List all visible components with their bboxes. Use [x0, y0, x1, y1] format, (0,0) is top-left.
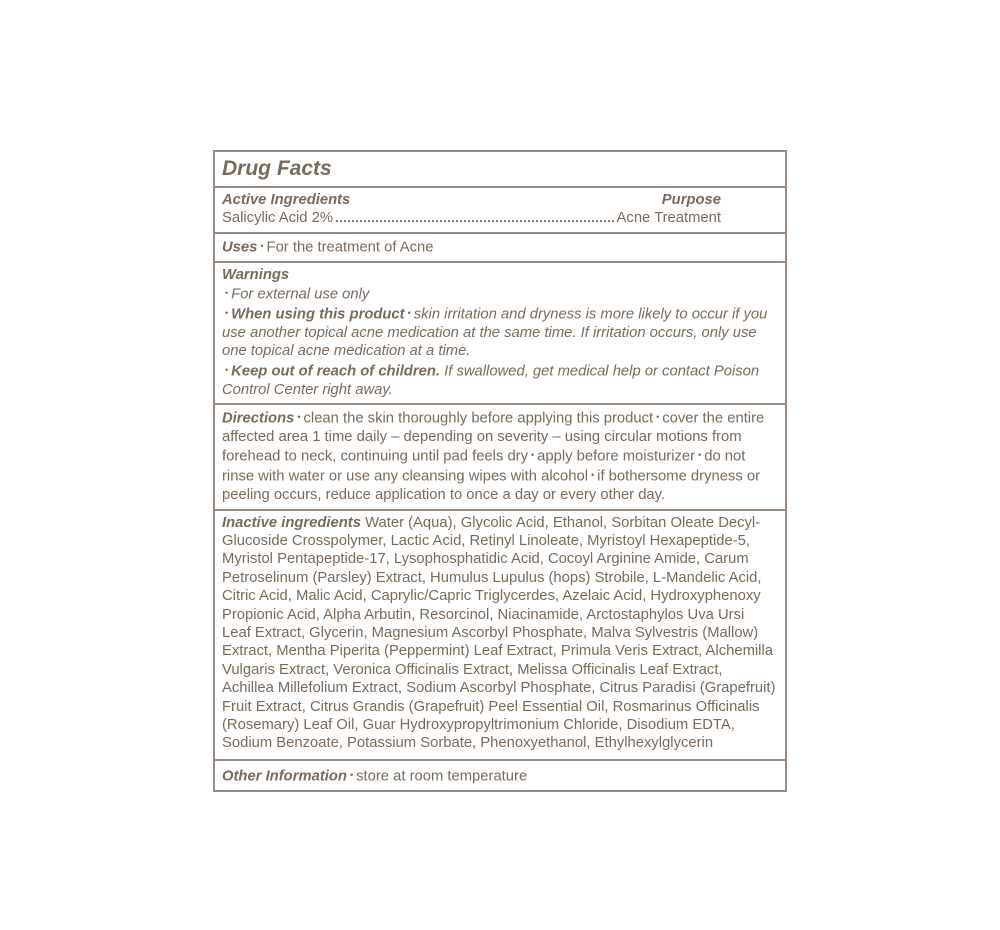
- bullet-separator: •: [656, 412, 660, 423]
- other-information-section: [215, 759, 785, 790]
- directions-segment: clean the skin thoroughly before applying this product: [303, 410, 654, 427]
- warning-text: skin irritation and dryness is more likely to occur if you use another topical acne medication at the same time. If irritation occurs, only use one topical acne medication at a time.: [222, 306, 768, 360]
- directions-paragraph: [222, 408, 776, 505]
- directions-segment: do not rinse with water or use any cleansing wipes with alcohol: [222, 448, 746, 485]
- bullet-separator: •: [225, 364, 229, 375]
- warning-item-when-using: [222, 304, 776, 361]
- drug-facts-title: Drug Facts: [222, 157, 332, 180]
- bullet-separator: •: [531, 450, 535, 461]
- uses-section: [215, 232, 785, 261]
- warning-item-keep-out-of-reach: [222, 361, 776, 399]
- warnings-section: [215, 261, 785, 403]
- purpose-heading: Purpose: [661, 192, 721, 208]
- warning-lead: When using this product: [231, 306, 405, 323]
- directions-heading: Directions: [222, 410, 295, 427]
- other-information-line: [222, 766, 776, 786]
- bullet-separator: •: [225, 288, 229, 299]
- directions-segment: if bothersome dryness or peeling occurs, reduce application to once a day or every other day.: [222, 468, 760, 504]
- warning-text: For external use only: [231, 286, 370, 303]
- directions-segment: apply before moisturizer: [537, 448, 696, 465]
- bullet-separator: •: [260, 240, 264, 251]
- inactive-ingredients-section: [215, 509, 785, 759]
- warning-lead: Keep out of reach of children.: [231, 363, 440, 380]
- drug-facts-title-section: [215, 152, 785, 186]
- dotted-leader: [336, 220, 614, 222]
- uses-line: [222, 237, 776, 257]
- other-information-text: store at room temperature: [356, 768, 528, 785]
- uses-heading: Uses: [222, 239, 258, 256]
- active-ingredients-section: [215, 186, 785, 232]
- warnings-heading: Warnings: [222, 266, 290, 283]
- purpose-value: Acne Treatment: [616, 210, 721, 227]
- bullet-separator: •: [591, 470, 595, 481]
- warning-item-external-use: [222, 284, 776, 304]
- directions-segment: cover the entire affected area 1 time daily – depending on severity – using circular motions from forehead to neck, continuing until pad feels dry: [222, 410, 765, 465]
- bullet-separator: •: [297, 412, 301, 423]
- drug-facts-box: [213, 150, 787, 792]
- directions-section: [215, 403, 785, 509]
- active-ingredient-row: [222, 209, 721, 227]
- bullet-separator: •: [407, 308, 411, 319]
- bullet-separator: •: [349, 769, 354, 780]
- active-ingredient-name: Salicylic Acid 2%: [222, 210, 334, 227]
- other-information-heading: Other Information: [222, 768, 347, 785]
- inactive-ingredients-heading: Inactive ingredients: [222, 514, 361, 531]
- inactive-ingredients-text: Water (Aqua), Glycolic Acid, Ethanol, Sorbitan Oleate Decyl-Glucoside Crosspolymer, Lactic Acid, Retinyl Linoleate, Myristoyl Hexapeptide-5, Myristol Pentapeptide-17, Lysophosphatidic Acid, Cocoyl Arginine Amide, Carum Petroselinum (Parsley) Extract, Humulus Lupulus (hops) Strobile, L-Mandelic Acid, Citric Acid, Malic Acid, Caprylic/Capric Triglycerdes, Azelaic Acid, Hydroxyphenoxy Propionic Acid, Alpha Arbutin, Resorcinol, Niacinamide, Arctostaphylos Uva Ursi Leaf Extract, Glycerin, Magnesium Ascorbyl Phosphate, Malva Sylvestris (Mallow) Extract, Mentha Piperita (Peppermint) Leaf Extract, Primula Veris Extract, Alchemilla Vulgaris Extract, Veronica Officinalis Extract, Melissa Officinalis Leaf Extract, Achillea Millefolium Extract, Sodium Ascorbyl Phosphate, Citrus Paradisi (Grapefruit) Fruit Extract, Citrus Grandis (Grapefruit) Peel Essential Oil, Rosmarinus Officinalis (Rosemary) Leaf Oil, Guar Hydroxypropyltrimonium Chloride, Disodium EDTA, Sodium Benzoate, Potassium Sorbate, Phenoxyethanol, Ethylhexylglycerin: [222, 514, 776, 752]
- active-ingredients-heading: Active Ingredients: [222, 192, 351, 208]
- active-ingredients-header-row: [222, 191, 721, 209]
- warning-text: If swallowed, get medical help or contact Poison Control Center right away.: [222, 363, 760, 398]
- bullet-separator: •: [698, 450, 702, 461]
- uses-text: For the treatment of Acne: [266, 239, 434, 256]
- inactive-ingredients-paragraph: [222, 514, 776, 753]
- bullet-separator: •: [225, 308, 229, 319]
